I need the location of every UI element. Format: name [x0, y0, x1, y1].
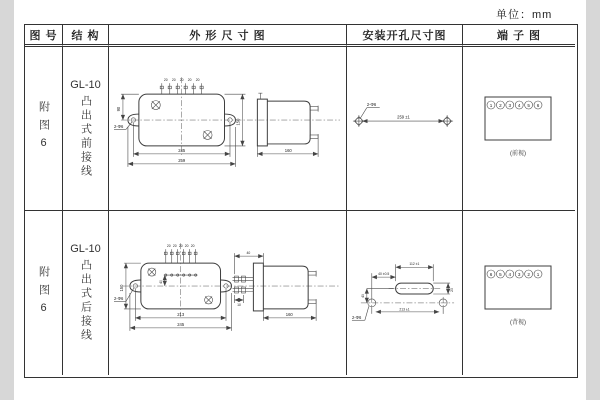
svg-text:40 ±0.5: 40 ±0.5 — [378, 272, 390, 277]
svg-text:40: 40 — [246, 251, 251, 256]
header-structure: 结 构 — [63, 25, 109, 47]
svg-text:112 ±1: 112 ±1 — [409, 262, 420, 267]
row1-model: GL-10 — [70, 78, 101, 91]
row1-terminal-cell — [463, 47, 575, 211]
unit-label: 单位：mm — [496, 9, 553, 21]
svg-text:245: 245 — [178, 147, 186, 153]
row2-structure: 凸出式后接线 — [79, 259, 92, 343]
svg-text:1: 1 — [489, 102, 493, 108]
header-fig-no: 图 号 — [25, 25, 63, 47]
page-edge-left — [0, 0, 14, 400]
row2-side-dim-10 — [234, 295, 243, 307]
row1-pitch-0: 20 — [163, 77, 168, 82]
svg-text:20: 20 — [178, 244, 183, 249]
row2-install-dim-slot — [396, 262, 434, 281]
svg-text:20: 20 — [190, 244, 195, 249]
row2-terminal-drawing — [463, 211, 575, 375]
row1-terminal-view-label: (前视) — [510, 150, 526, 157]
svg-text:4: 4 — [517, 102, 521, 108]
svg-text:160: 160 — [285, 311, 293, 317]
svg-text:213: 213 — [177, 311, 185, 317]
header-outline: 外 形 尺 寸 图 — [109, 25, 347, 47]
svg-text:5: 5 — [527, 102, 530, 108]
row1-cross-hole-bottom — [203, 130, 212, 139]
row2-outline-drawing — [109, 211, 346, 375]
row1-terminal-circles — [487, 101, 542, 109]
row2-cross-hole-bottom — [205, 296, 213, 304]
row1-install-drawing — [347, 47, 462, 211]
row2-terminal-cell — [463, 211, 575, 375]
row2-install-dim-offset — [372, 272, 396, 299]
svg-text:3: 3 — [517, 271, 521, 277]
row2-cross-hole-top — [148, 268, 156, 276]
row1-structure-cell — [63, 47, 109, 211]
svg-text:20: 20 — [184, 244, 189, 249]
svg-text:6: 6 — [489, 271, 493, 277]
svg-text:40: 40 — [158, 280, 163, 284]
header-install: 安装开孔尺寸图 — [347, 25, 463, 47]
svg-text:2-Φ6: 2-Φ6 — [351, 314, 362, 320]
row2-install-drawing — [347, 211, 462, 375]
svg-text:2-Φ6: 2-Φ6 — [113, 123, 124, 129]
svg-text:150: 150 — [235, 118, 241, 126]
row1-install-cell — [347, 47, 463, 211]
row2-install-cell — [347, 211, 463, 375]
row1-fig-no: 附图6 — [37, 101, 50, 156]
svg-text:2: 2 — [527, 271, 530, 277]
row1-pitch-2: 20 — [179, 77, 184, 82]
row1-pitch-4: 20 — [195, 77, 200, 82]
svg-text:40: 40 — [360, 294, 365, 298]
row2-install-dim-span — [372, 307, 443, 314]
row2-dim-40-inner — [159, 275, 165, 286]
svg-text:20: 20 — [166, 244, 171, 249]
row1-install-hole-label — [360, 102, 379, 118]
svg-text:2-Φ6: 2-Φ6 — [113, 295, 124, 301]
row2-model: GL-10 — [70, 243, 101, 255]
row1-fig-no-cell — [25, 47, 63, 211]
svg-text:150: 150 — [118, 284, 124, 292]
svg-text:245: 245 — [177, 321, 185, 327]
row1-terminal-drawing — [463, 47, 575, 211]
row1-pitch-3: 20 — [187, 77, 192, 82]
row1-outline-drawing — [109, 47, 346, 211]
svg-text:1: 1 — [536, 271, 540, 277]
row1-install-dim-span — [362, 114, 443, 120]
row2-install-hole-label — [352, 306, 369, 320]
svg-text:259: 259 — [178, 157, 186, 163]
svg-text:20: 20 — [172, 244, 177, 249]
row2-terminal-view-label: (背视) — [510, 320, 526, 326]
row2-rear-studs — [232, 276, 253, 293]
svg-text:4: 4 — [508, 271, 512, 277]
svg-text:20: 20 — [450, 288, 455, 292]
spec-table — [24, 24, 578, 378]
row2-outline-cell — [109, 211, 347, 375]
page-edge-right — [586, 0, 600, 400]
svg-text:259 ±1: 259 ±1 — [397, 114, 410, 120]
row1-cross-hole-top — [151, 100, 160, 109]
svg-text:2: 2 — [499, 102, 502, 108]
row2-terminal-circles — [487, 270, 542, 278]
svg-text:2-Φ6: 2-Φ6 — [366, 101, 377, 107]
row2-dim-160 — [263, 305, 316, 321]
svg-text:90: 90 — [115, 106, 121, 111]
row1-structure: 凸出式前接线 — [79, 94, 92, 179]
row2-fig-no: 附图6 — [37, 265, 50, 321]
svg-text:5: 5 — [499, 271, 502, 277]
row2-side-dim-40 — [234, 251, 263, 274]
svg-text:10: 10 — [237, 302, 241, 307]
row1-outline-cell — [109, 47, 347, 211]
row2-fig-no-cell — [25, 211, 63, 375]
row1-dim-90 — [116, 94, 139, 120]
svg-text:6: 6 — [536, 102, 540, 108]
row1-pitch-1: 20 — [171, 77, 176, 82]
svg-text:3: 3 — [508, 102, 512, 108]
header-terminal: 端 子 图 — [463, 25, 575, 47]
svg-text:213 ±1: 213 ±1 — [399, 307, 410, 312]
row2-structure-cell — [63, 211, 109, 375]
row1-side-view — [257, 93, 318, 157]
svg-text:160: 160 — [284, 147, 292, 153]
row2-install-dim-v — [361, 289, 394, 303]
